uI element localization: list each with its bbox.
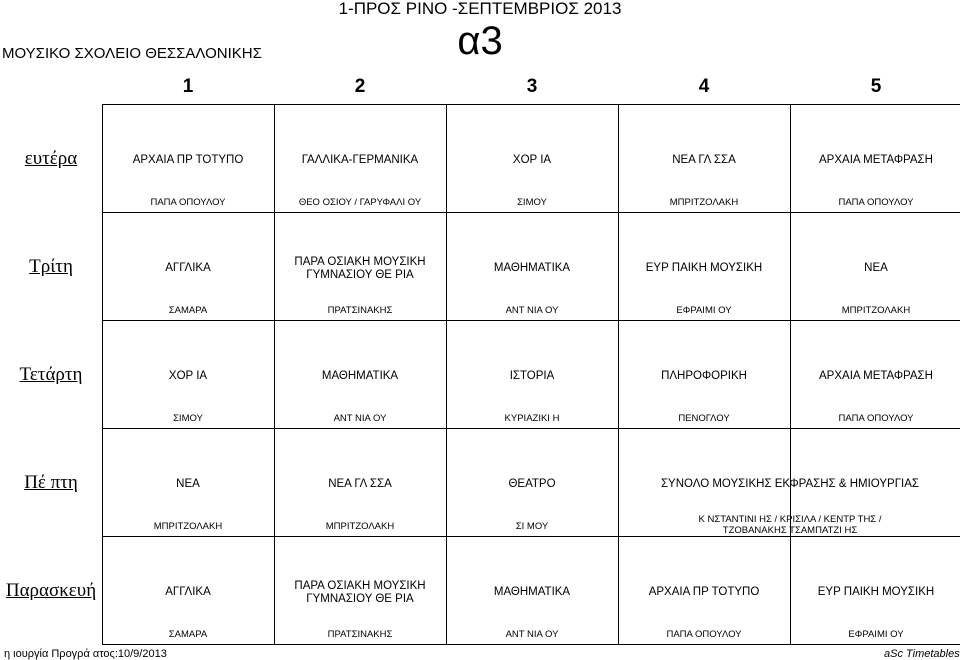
day-label: Πέ πτη <box>24 472 78 493</box>
lesson-teacher: ΜΠΡΙΤΖΟΛΑΚΗ <box>669 197 739 208</box>
period-number: 5 <box>870 76 882 97</box>
lesson-subject: ΜΑΘΗΜΑΤΙΚΑ <box>493 586 571 598</box>
lesson-teacher: ΕΦΡΑΙΜΙ ΟΥ <box>676 305 732 316</box>
lesson-subject: ΕΥΡ ΠΑΙΚΗ ΜΟΥΣΙΚΗ <box>645 262 763 274</box>
lesson-teacher: ΣΙ ΜΟΥ <box>515 521 549 532</box>
lesson-teacher: ΠΑΠΑ ΟΠΟΥΛΟΥ <box>838 413 914 424</box>
period-number: 4 <box>698 76 710 97</box>
lesson-teacher: ΚΥΡΙΑΖΙΚΙ Η <box>504 413 560 424</box>
period-number: 3 <box>526 76 538 97</box>
lesson-subject: ΝΕΑ <box>864 262 888 274</box>
lesson-teacher: ΑΝΤ ΝΙΑ ΟΥ <box>333 413 387 424</box>
row-divider <box>102 320 960 321</box>
lesson-teacher: ΣΙΜΟΥ <box>173 413 203 424</box>
lesson-subject: ΘΕΑΤΡΟ <box>508 478 556 490</box>
lesson-subject: ΜΑΘΗΜΑΤΙΚΑ <box>493 262 571 274</box>
row-divider <box>102 644 960 645</box>
lesson-subject: ΧΟΡ ΙΑ <box>168 370 208 382</box>
timetable-title: 1-ΠΡΟΣ ΡΙΝΟ -ΣΕΠΤΕΜΒΡΙΟΣ 2013 <box>338 0 622 18</box>
lesson-subject: ΝΕΑ ΓΛ ΣΣΑ <box>672 154 736 166</box>
lesson-teacher: ΕΦΡΑΙΜΙ ΟΥ <box>848 629 904 640</box>
lesson-subject: ΓΑΛΛΙΚΑ-ΓΕΡΜΑΝΙΚΑ <box>301 154 419 166</box>
period-number: 1 <box>182 76 194 97</box>
lesson-subject: ΠΛΗΡΟΦΟΡΙΚΗ <box>661 370 747 382</box>
day-label: Τετάρτη <box>19 364 83 385</box>
brand-label: aSc Timetables <box>884 648 960 660</box>
row-divider <box>102 428 960 429</box>
lesson-teacher: ΠΑΠΑ ΟΠΟΥΛΟΥ <box>150 197 226 208</box>
lesson-subject: ΧΟΡ ΙΑ <box>512 154 552 166</box>
lesson-teacher: ΜΠΡΙΤΖΟΛΑΚΗ <box>325 521 395 532</box>
lesson-subject: ΣΥΝΟΛΟ ΜΟΥΣΙΚΗΣ ΕΚΦΡΑΣΗΣ & ΗΜΙΟΥΡΓΙΑΣ <box>660 478 920 490</box>
lesson-subject: ΑΡΧΑΙΑ ΠΡ ΤΟΤΥΠΟ <box>132 154 244 166</box>
lesson-teacher: ΠΑΠΑ ΟΠΟΥΛΟΥ <box>838 197 914 208</box>
lesson-teacher: ΣΑΜΑΡΑ <box>168 305 208 316</box>
lesson-subject: ΝΕΑ <box>176 478 200 490</box>
lesson-subject: ΑΡΧΑΙΑ ΜΕΤΑΦΡΑΣΗ <box>819 370 933 382</box>
row-divider <box>102 536 960 537</box>
class-name: α3 <box>457 19 503 63</box>
lesson-teacher: ΠΡΑΤΣΙΝΑΚΗΣ <box>327 629 393 640</box>
period-number: 2 <box>354 76 366 97</box>
lesson-teacher: ΠΑΠΑ ΟΠΟΥΛΟΥ <box>666 629 742 640</box>
lesson-teacher: ΣΑΜΑΡΑ <box>168 629 208 640</box>
day-label: ευτέρα <box>24 148 78 169</box>
lesson-subject: ΑΡΧΑΙΑ ΜΕΤΑΦΡΑΣΗ <box>819 154 933 166</box>
lesson-subject: ΑΓΓΛΙΚΑ <box>165 586 211 598</box>
lesson-teacher: ΣΙΜΟΥ <box>517 197 547 208</box>
lesson-teacher: Κ ΝΣΤΑΝΤΙΝΙ ΗΣ / ΚΡΙΣΙΛΑ / ΚΕΝΤΡ ΤΗΣ / ΤΖΟΒΑΝΑΚΗΣ ΤΣΑΜΠΑΤΖΙ ΗΣ <box>698 514 882 536</box>
school-name: ΜΟΥΣΙΚΟ ΣΧΟΛΕΙΟ ΘΕΣΣΑΛΟΝΙΚΗΣ <box>2 45 262 62</box>
lesson-teacher: ΑΝΤ ΝΙΑ ΟΥ <box>505 305 559 316</box>
lesson-subject: ΑΡΧΑΙΑ ΠΡ ΤΟΤΥΠΟ <box>648 586 760 598</box>
lesson-subject: ΠΑΡΑ ΟΣΙΑΚΗ ΜΟΥΣΙΚΗ ΓΥΜΝΑΣΙΟΥ ΘΕ ΡΙΑ <box>294 256 426 281</box>
lesson-teacher: ΠΕΝΟΓΛΟΥ <box>678 413 730 424</box>
lesson-teacher: ΠΡΑΤΣΙΝΑΚΗΣ <box>327 305 393 316</box>
lesson-subject: ΠΑΡΑ ΟΣΙΑΚΗ ΜΟΥΣΙΚΗ ΓΥΜΝΑΣΙΟΥ ΘΕ ΡΙΑ <box>294 580 426 605</box>
lesson-subject: ΙΣΤΟΡΙΑ <box>509 370 555 382</box>
day-label: Τρίτη <box>29 256 73 277</box>
row-divider <box>102 212 960 213</box>
lesson-subject: ΑΓΓΛΙΚΑ <box>165 262 211 274</box>
lesson-teacher: ΑΝΤ ΝΙΑ ΟΥ <box>505 629 559 640</box>
day-label: Παρασκευή <box>5 580 97 601</box>
creation-date: η ιουργία Προγρά ατος:10/9/2013 <box>4 648 167 660</box>
lesson-teacher: ΜΠΡΙΤΖΟΛΑΚΗ <box>841 305 911 316</box>
lesson-subject: ΝΕΑ ΓΛ ΣΣΑ <box>328 478 392 490</box>
lesson-teacher: ΘΕΟ ΟΣΙΟΥ / ΓΑΡΥΦΑΛΙ ΟΥ <box>298 197 422 208</box>
lesson-teacher: ΜΠΡΙΤΖΟΛΑΚΗ <box>153 521 223 532</box>
row-divider <box>102 104 960 105</box>
lesson-subject: ΕΥΡ ΠΑΙΚΗ ΜΟΥΣΙΚΗ <box>817 586 935 598</box>
lesson-subject: ΜΑΘΗΜΑΤΙΚΑ <box>321 370 399 382</box>
